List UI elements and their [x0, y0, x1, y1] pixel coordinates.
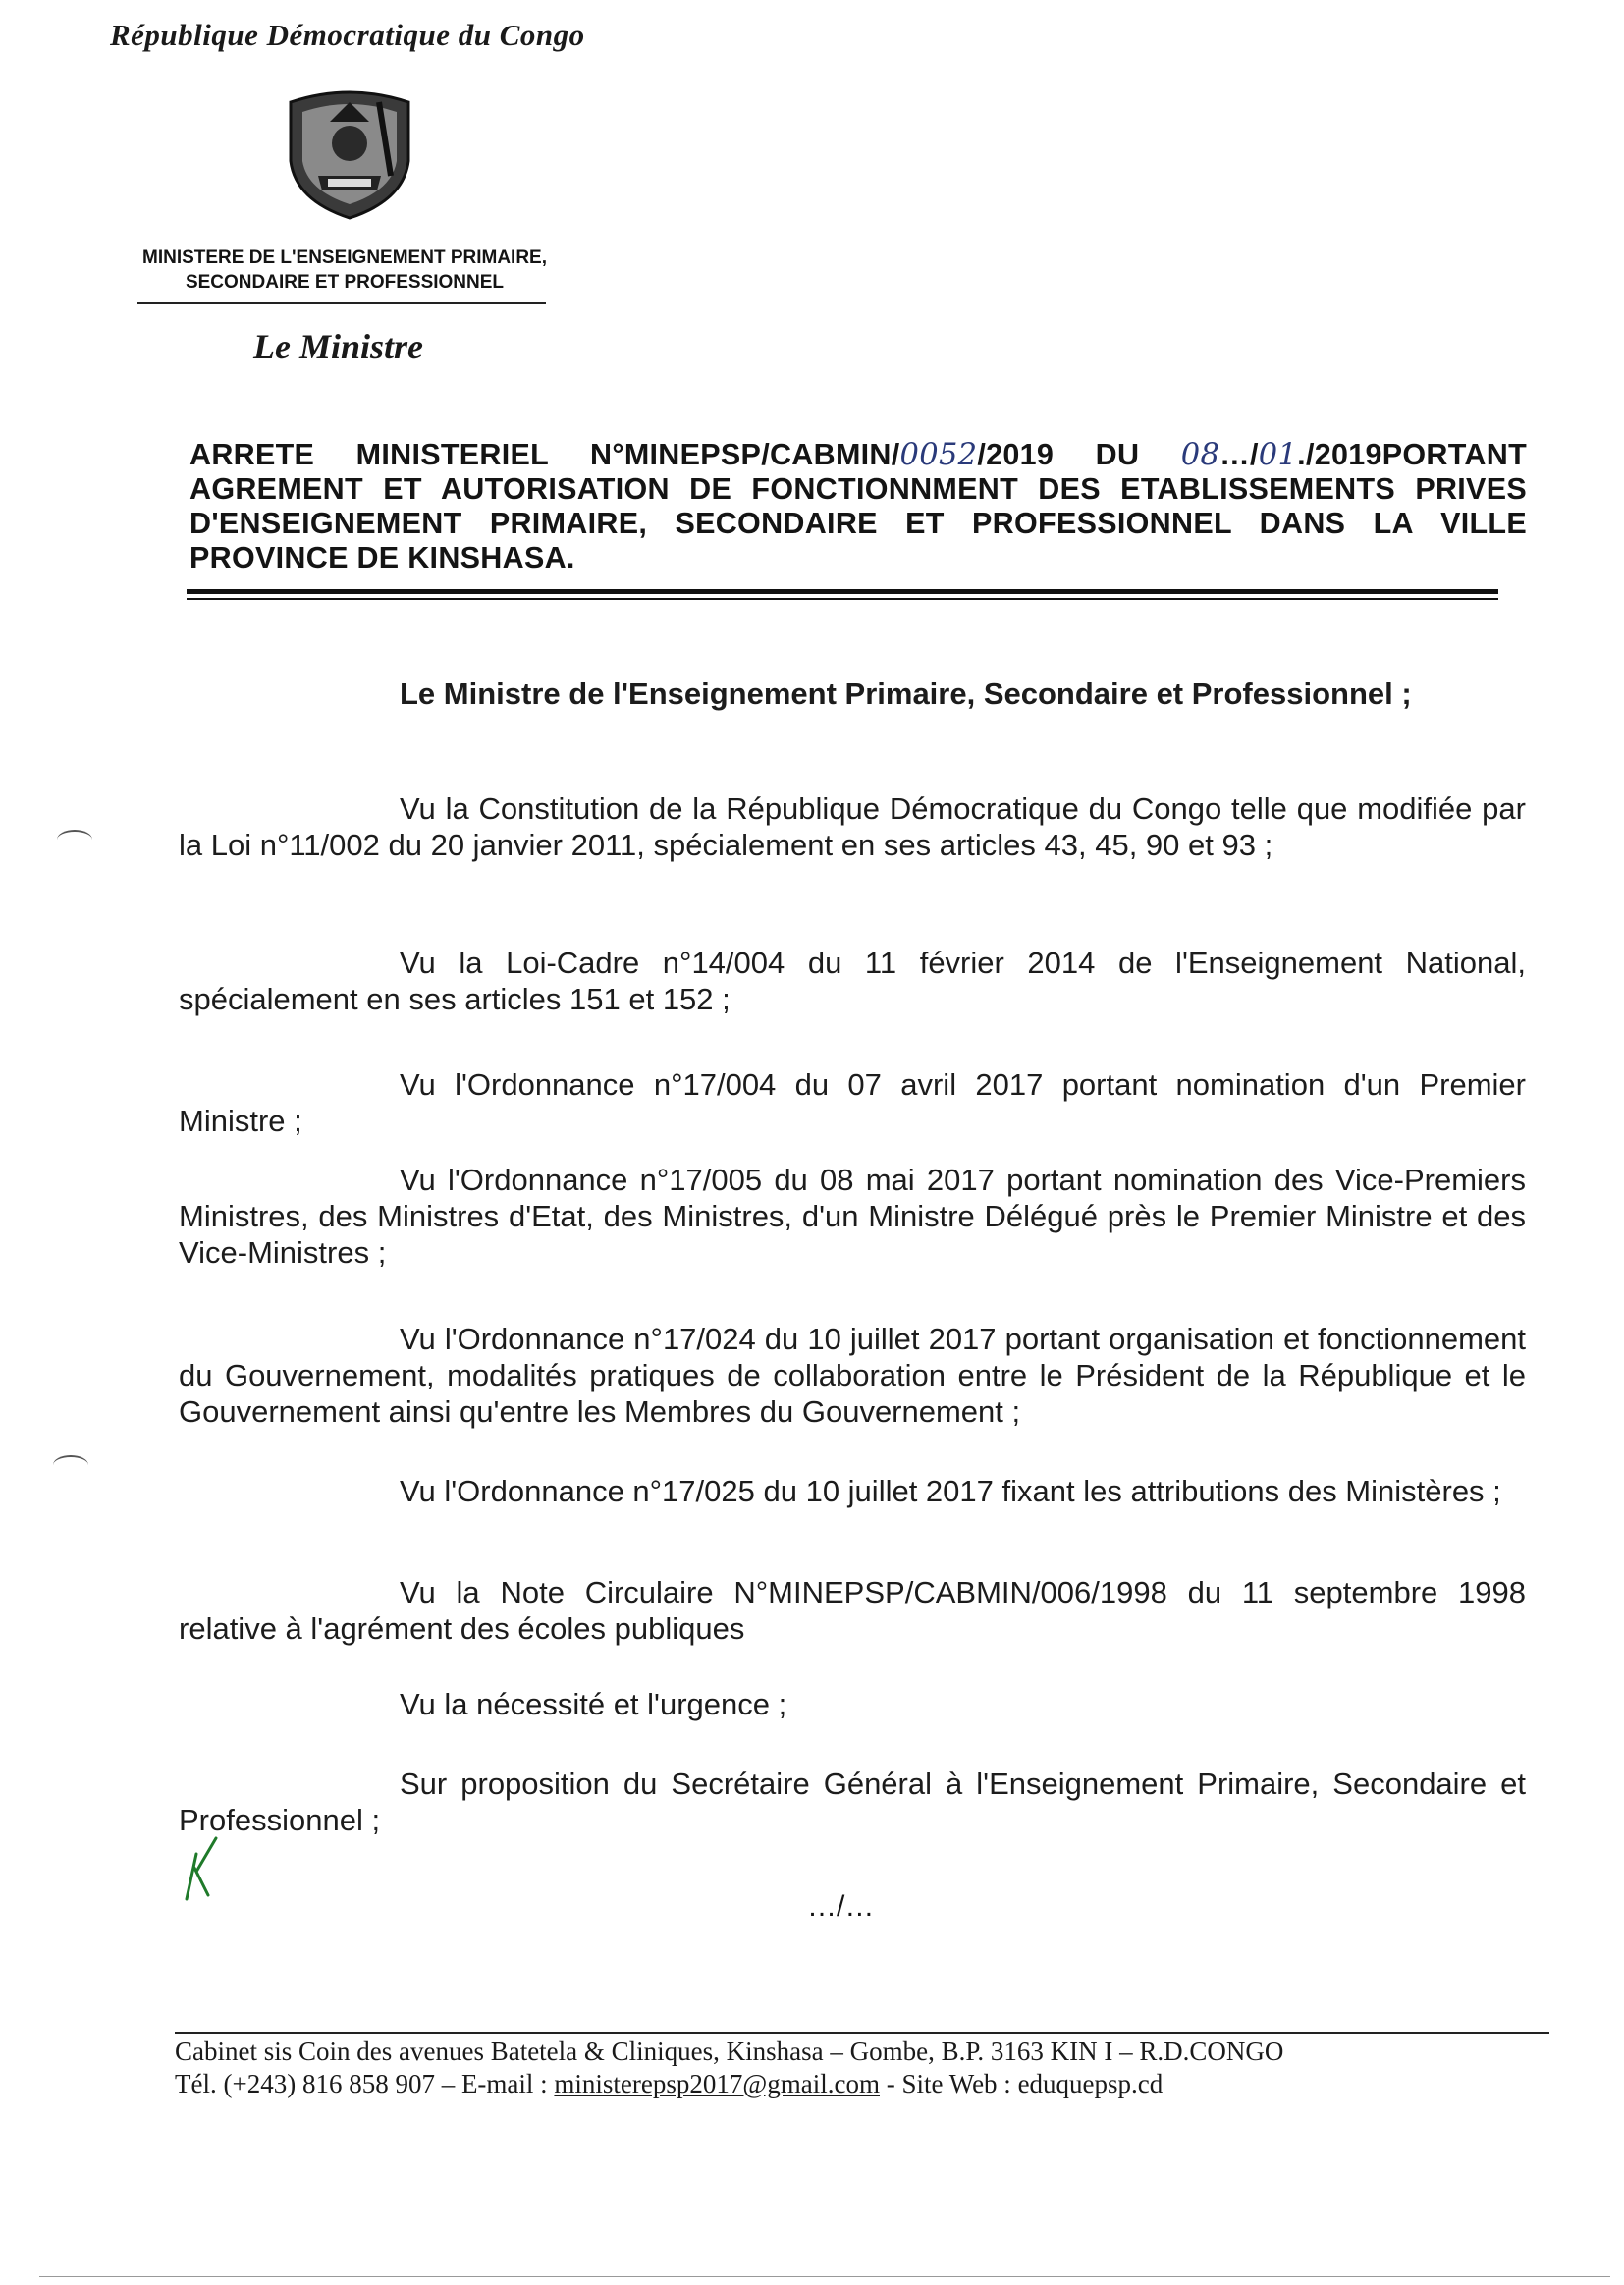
- check-mark-icon: [183, 1834, 222, 1903]
- title-part-3: ./2019PORTANT AGREMENT ET AUTORISATION DE FONCTIONNMENT DES ETABLISSEMENTS PRIVES D'ENSEIGNEMENT PRIMAIRE, SECONDAIRE ET PROFESSIONNEL DANS LA VILLE PROVINCE DE KINSHASA.: [189, 438, 1528, 574]
- vu-text-7: Vu la Note Circulaire N°MINEPSP/CABMIN/006/1998 du 11 septembre 1998 relative à l'agrément des écoles publiques: [179, 1575, 1526, 1646]
- vu-text-5: Vu l'Ordonnance n°17/024 du 10 juillet 2017 portant organisation et fonctionnement du Gouvernement, modalités pratiques de collaboration entre le Président de la République et le Gouvernement ainsi qu'entre les Membres du Gouvernement ;: [179, 1322, 1526, 1429]
- footer-address: Cabinet sis Coin des avenues Batetela & Cliniques, Kinshasa – Gombe, B.P. 3163 KIN I – R.D.CONGO: [175, 2037, 1284, 2066]
- vu-paragraph-6: [179, 1473, 1526, 1509]
- vu-paragraph-3: [179, 1066, 1526, 1139]
- sur-proposition-text: Sur proposition du Secrétaire Général à l'Enseignement Primaire, Secondaire et Professionnel ;: [179, 1767, 1526, 1837]
- sur-proposition-paragraph: [179, 1766, 1526, 1838]
- coat-of-arms-emblem: [281, 82, 418, 220]
- title-dots: …/: [1219, 438, 1259, 471]
- footer-divider: [175, 2032, 1549, 2034]
- intro-paragraph: [179, 676, 1526, 712]
- vu-paragraph-4: [179, 1162, 1526, 1271]
- vu-text-8: Vu la nécessité et l'urgence ;: [400, 1687, 787, 1721]
- vu-paragraph-1: [179, 790, 1526, 863]
- handwritten-month: 01: [1258, 438, 1298, 472]
- vu-paragraph-5: [179, 1321, 1526, 1430]
- continued-marker: …/…: [807, 1890, 875, 1923]
- punch-hole-mark: [57, 830, 92, 849]
- vu-text-2: Vu la Loi-Cadre n°14/004 du 11 février 2014 de l'Enseignement National, spécialement en ses articles 151 et 152 ;: [179, 946, 1526, 1016]
- title-divider-thin: [187, 598, 1498, 600]
- footer-site: - Site Web : eduquepsp.cd: [880, 2069, 1164, 2098]
- footer-contact: [175, 2068, 1549, 2099]
- footer-tel: Tél. (+243) 816 858 907 – E-mail :: [175, 2069, 555, 2098]
- title-divider-thick: [187, 589, 1498, 594]
- vu-paragraph-2: [179, 945, 1526, 1017]
- ministry-line-1: MINISTERE DE L'ENSEIGNEMENT PRIMAIRE,: [142, 247, 547, 268]
- footer-email-link[interactable]: ministerepsp2017@gmail.com: [554, 2069, 880, 2098]
- page-bottom-edge: [39, 2276, 1610, 2277]
- republic-title: République Démocratique du Congo: [110, 18, 585, 52]
- le-ministre-signature-title: Le Ministre: [253, 327, 424, 366]
- vu-text-1: Vu la Constitution de la République Démocratique du Congo telle que modifiée par la Loi n°11/002 du 20 janvier 2011, spécialement en ses articles 43, 45, 90 et 93 ;: [179, 791, 1526, 862]
- ministry-name: [116, 245, 573, 295]
- vu-text-4: Vu l'Ordonnance n°17/005 du 08 mai 2017 portant nomination des Vice-Premiers Ministres, des Ministres d'Etat, des Ministres, d'un Ministre Délégué près le Premier Ministre et des Vice-Ministres ;: [179, 1163, 1526, 1270]
- title-part-1: ARRETE MINISTERIEL N°MINEPSP/CABMIN/: [189, 438, 900, 471]
- intro-text: Le Ministre de l'Enseignement Primaire, Secondaire et Professionnel ;: [400, 677, 1412, 711]
- vu-text-6: Vu l'Ordonnance n°17/025 du 10 juillet 2017 fixant les attributions des Ministères ;: [400, 1474, 1501, 1508]
- vu-paragraph-7: [179, 1574, 1526, 1647]
- vu-paragraph-8: [179, 1686, 1526, 1722]
- document-title: [189, 438, 1527, 575]
- punch-hole-mark: [53, 1455, 88, 1475]
- ministry-line-2: SECONDAIRE ET PROFESSIONNEL: [185, 272, 505, 293]
- vu-text-3: Vu l'Ordonnance n°17/004 du 07 avril 2017 portant nomination d'un Premier Ministre ;: [179, 1067, 1526, 1138]
- header-divider: [137, 302, 546, 304]
- handwritten-number: 0052: [899, 438, 978, 472]
- handwritten-day: 08: [1180, 438, 1220, 472]
- title-part-2: /2019 DU: [977, 438, 1181, 471]
